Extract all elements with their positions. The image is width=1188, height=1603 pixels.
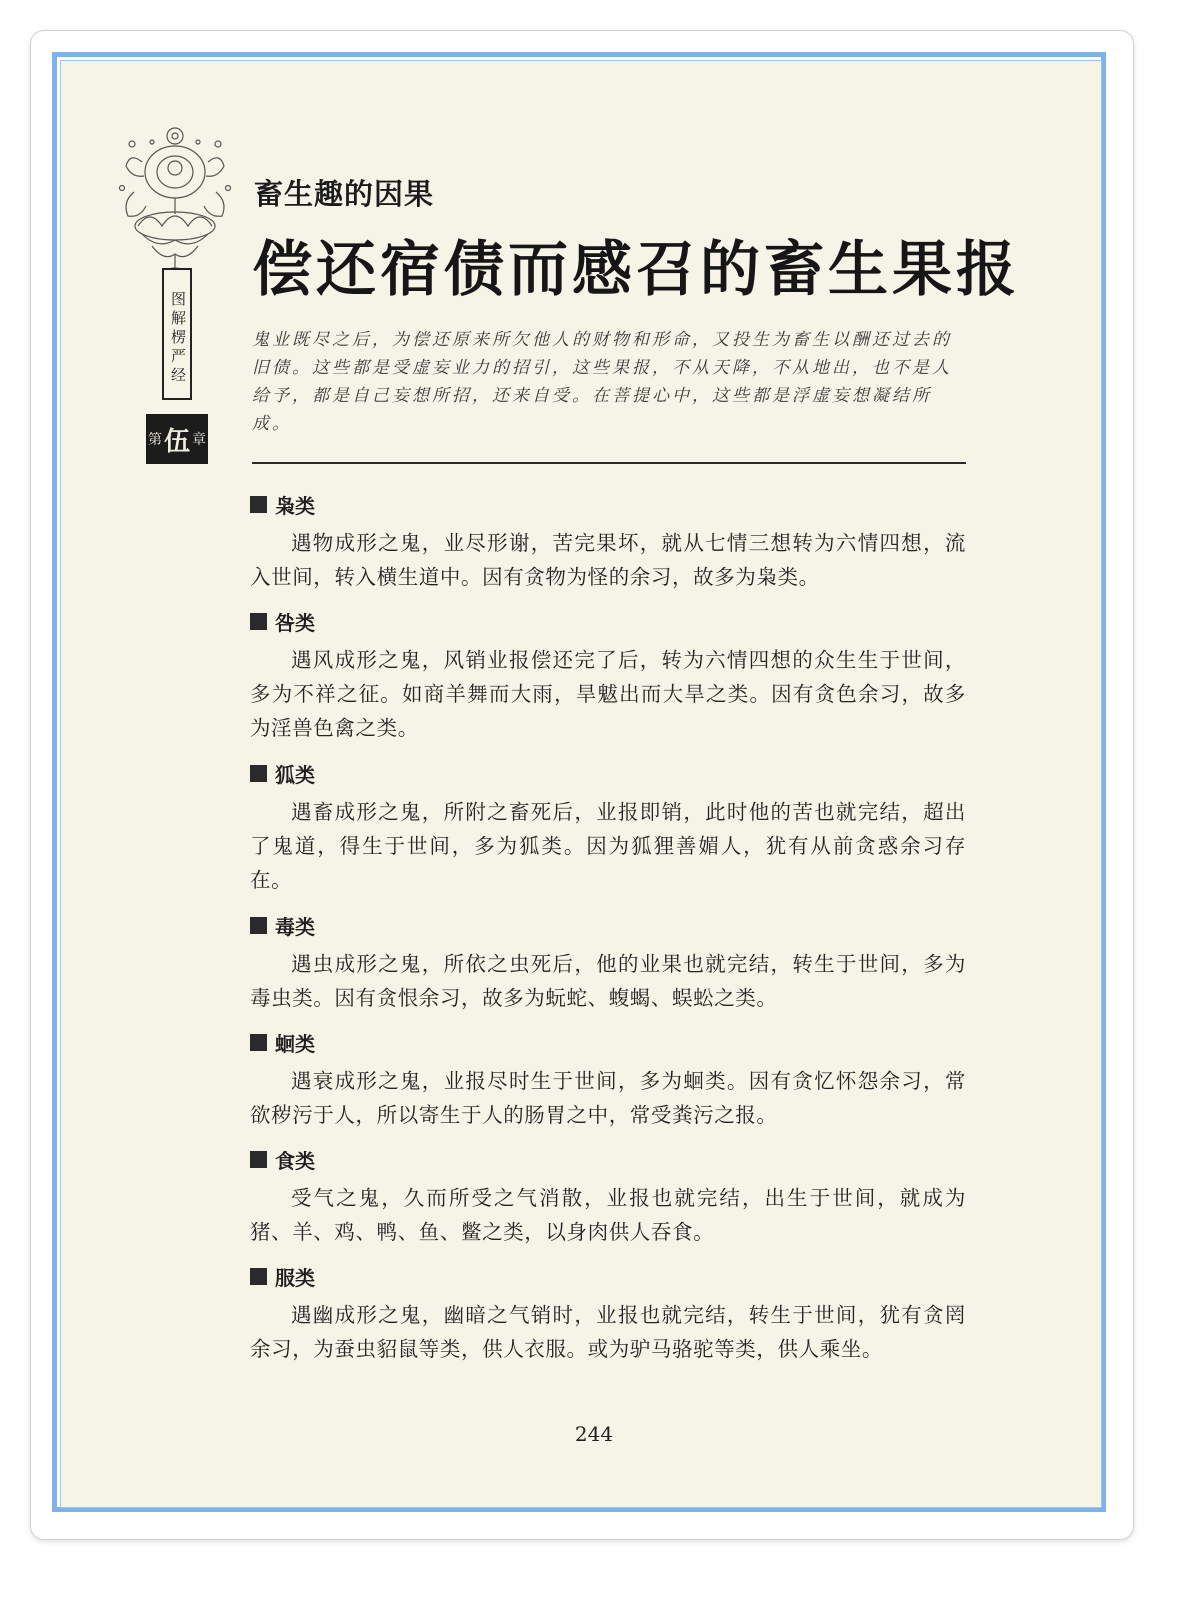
square-bullet-icon — [250, 917, 267, 934]
section-heading-text: 咎类 — [275, 610, 315, 635]
section-heading — [250, 607, 966, 635]
section-jiu — [250, 607, 966, 745]
section-heading-text: 枭类 — [275, 493, 315, 518]
chapter-prefix: 第 — [147, 432, 162, 448]
section-hu — [250, 759, 966, 897]
chapter-suffix: 章 — [192, 432, 206, 448]
section-du — [250, 911, 966, 1015]
square-bullet-icon — [250, 1151, 267, 1168]
section-heading — [250, 759, 966, 787]
section-heading-text: 服类 — [275, 1265, 315, 1290]
section-body: 遇风成形之鬼，风销业报偿还完了后，转为六情四想的众生生于世间，多为不祥之征。如商羊舞而大雨，旱魃出而大旱之类。因有贪色余习，故多为淫兽色禽之类。 — [250, 648, 966, 740]
chapter-badge — [146, 414, 208, 464]
section-body: 遇衰成形之鬼，业报尽时生于世间，多为蛔类。因有贪忆怀怨余习，常欲秽污于人，所以寄生于人的肠胃之中，常受粪污之报。 — [250, 1069, 966, 1127]
section-heading — [250, 1028, 966, 1056]
section-heading-text: 蛔类 — [275, 1031, 315, 1056]
square-bullet-icon — [250, 765, 267, 782]
section-heading — [250, 490, 966, 518]
square-bullet-icon — [250, 496, 267, 513]
section-heading — [250, 1145, 966, 1173]
section-fu — [250, 1262, 966, 1366]
intro-paragraph: 鬼业既尽之后，为偿还原来所欠他人的财物和形命，又投生为畜生以酬还过去的旧债。这些都是受虚妄业力的招引，这些果报，不从天降，不从地出，也不是人给予，都是自己妄想所招，还来自受。在菩提心中，这些都是浮虚妄想凝结所成。 — [252, 330, 952, 434]
section-body: 遇物成形之鬼，业尽形谢，苦完果坏，就从七情三想转为六情四想，流入世间，转入横生道中。因有贪物为怪的余习，故多为枭类。 — [250, 531, 966, 589]
section-shi — [250, 1145, 966, 1249]
square-bullet-icon — [250, 1034, 267, 1051]
section-heading-text: 食类 — [275, 1148, 315, 1173]
section-xiao — [250, 490, 966, 594]
section-body: 遇虫成形之鬼，所依之虫死后，他的业果也就完结，转生于世间，多为毒虫类。因有贪恨余习，故多为蚖蛇、蝮蝎、蜈蚣之类。 — [250, 952, 966, 1010]
section-heading-text: 狐类 — [275, 762, 315, 787]
section-heading — [250, 911, 966, 939]
section-body: 遇幽成形之鬼，幽暗之气销时，业报也就完结，转生于世间，犹有贪罔余习，为蚕虫貂鼠等类，供人衣服。或为驴马骆驼等类，供人乘坐。 — [250, 1303, 966, 1361]
section-hui — [250, 1028, 966, 1132]
square-bullet-icon — [250, 613, 267, 630]
book-title-label: 图解楞严经 — [162, 268, 192, 400]
divider-rule — [252, 462, 966, 464]
section-heading-text: 毒类 — [275, 914, 315, 939]
section-body: 受气之鬼，久而所受之气消散，业报也就完结，出生于世间，就成为猪、羊、鸡、鸭、鱼、鳖之类，以身肉供人吞食。 — [250, 1186, 966, 1244]
section-heading — [250, 1262, 966, 1290]
chapter-number: 伍 — [163, 426, 190, 457]
page-number: 244 — [574, 1422, 614, 1446]
page-title: 偿还宿债而感召的畜生果报 — [252, 235, 1020, 305]
section-body: 遇畜成形之鬼，所附之畜死后，业报即销，此时他的苦也就完结，超出了鬼道，得生于世间，多为狐类。因为狐狸善媚人，犹有从前贪惑余习存在。 — [250, 800, 966, 892]
square-bullet-icon — [250, 1268, 267, 1285]
section-subtitle: 畜生趣的因果 — [254, 177, 435, 211]
